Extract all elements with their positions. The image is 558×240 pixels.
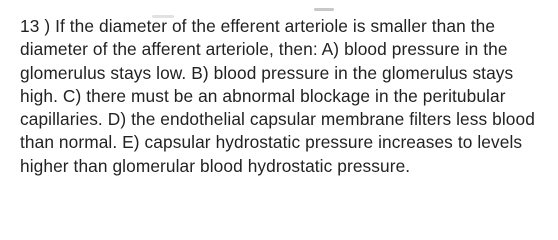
question-text: 13 ) If the diameter of the efferent arteriole is smaller than the diameter of the afferent arteriole, then: A) blood pressure in the glomerulus stays low. B) blood pressure in the glomerulus stays high. C) there must be an abnormal blockage in the peritubular capillaries. D) the endothelial capsular membrane filters less blood than normal. E) capsular hydrostatic pressure increases to levels higher than glomerular blood hydrostatic pressure.: [20, 16, 535, 176]
scan-smudge: [314, 8, 334, 11]
